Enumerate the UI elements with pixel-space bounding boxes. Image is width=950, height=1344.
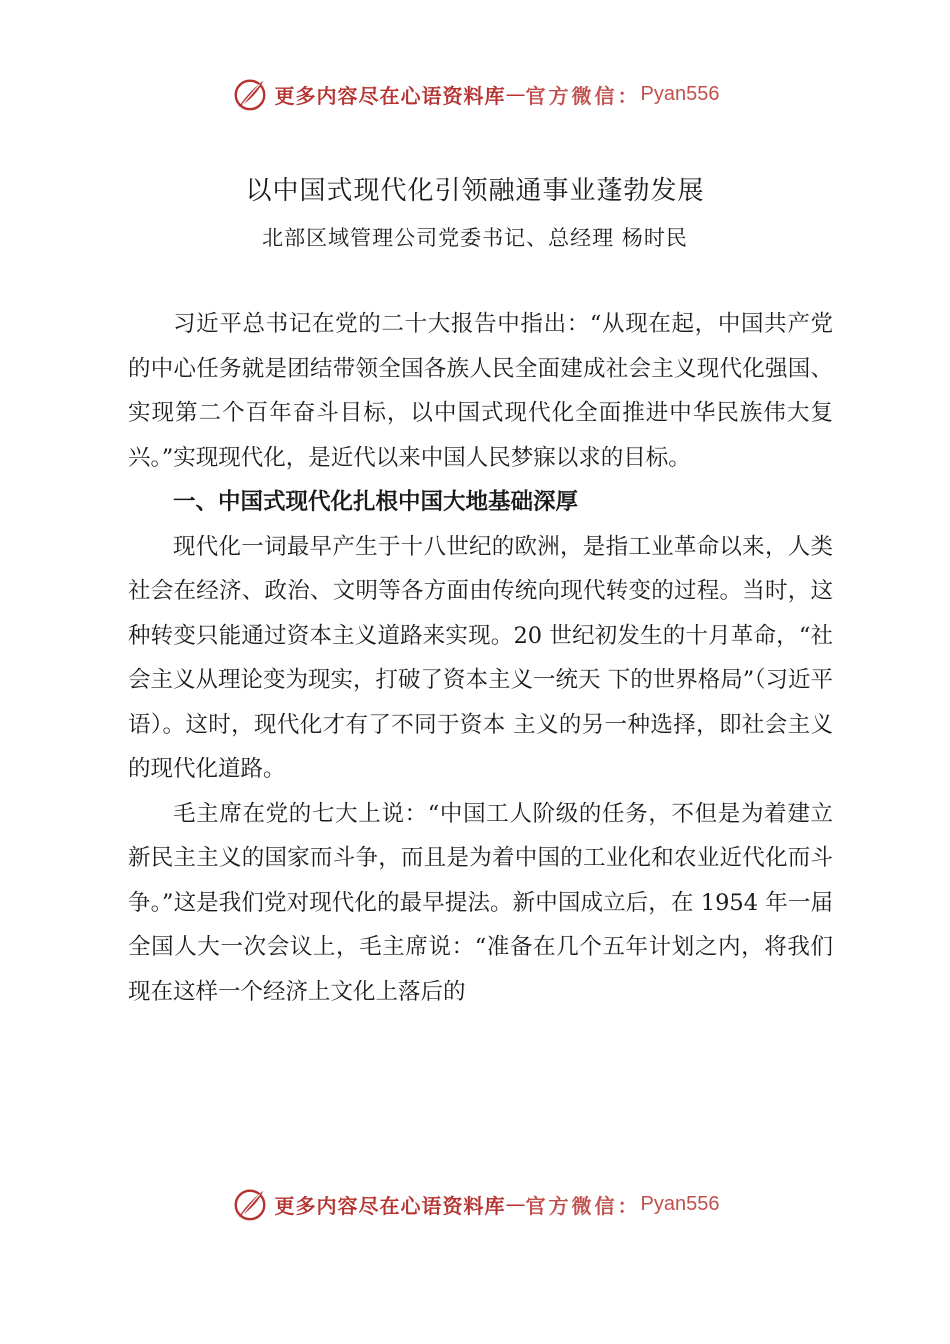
quill-pen-logo-icon [231, 1185, 269, 1223]
watermark-sub: 官方微信： [525, 1193, 641, 1218]
watermark-sub: 官方微信： [525, 83, 641, 108]
header-watermark [0, 74, 950, 114]
watermark-text: 更多内容尽在心语资料库 [274, 83, 506, 108]
section-heading: 一、中国式现代化扎根中国大地基础深厚 [173, 489, 579, 515]
watermark-dash: — [505, 1192, 526, 1216]
watermark-wechat-id: Pyan556 [640, 1192, 720, 1215]
paragraph: 习近平总书记在党的二十大报告中指出：“从现在起，中国共产党的中心任务就是团结带领全国各族人民全面建成社会主义现代化强国、实现第二个百年奋斗目标，以中国式现代化全面推进中华民族伟大复兴。”实现现代化，是近代以来中国人民梦寐以求的目标。 [128, 311, 833, 471]
watermark-wechat-id: Pyan556 [640, 82, 720, 105]
document-byline: 北部区域管理公司党委书记、总经理 杨时民 [262, 226, 688, 250]
footer-watermark [0, 1184, 950, 1224]
document-title: 以中国式现代化引领融通事业蓬勃发展 [245, 176, 705, 206]
paragraph: 现代化一词最早产生于十八世纪的欧洲，是指工业革命以来，人类社会在经济、政治、文明等各方面由传统向现代转变的过程。当时，这种转变只能通过资本主义道路来实现。20 世纪初发生的十月革命，“社会主义从理论变为现实，打破了资本主义一统天 下的世界格局”（习近平语）。这时，现代化才有了不同于资本 主义的另一种选择，即社会主义的现代化道路。 [128, 533, 833, 782]
watermark-dash: — [505, 82, 526, 106]
document-body [128, 302, 833, 1014]
quill-pen-logo-icon [231, 75, 269, 113]
paragraph: 毛主席在党的七大上说：“中国工人阶级的任务，不但是为着建立新民主主义的国家而斗争，而且是为着中国的工业化和农业近代化而斗争。”这是我们党对现代化的最早提法。新中国成立后，在 1954 年一届全国人大一次会议上，毛主席说：“准备在几个五年计划之内，将我们现在这样一个经济上文化上落后的 [128, 800, 833, 1005]
watermark-text: 更多内容尽在心语资料库 [274, 1193, 506, 1218]
